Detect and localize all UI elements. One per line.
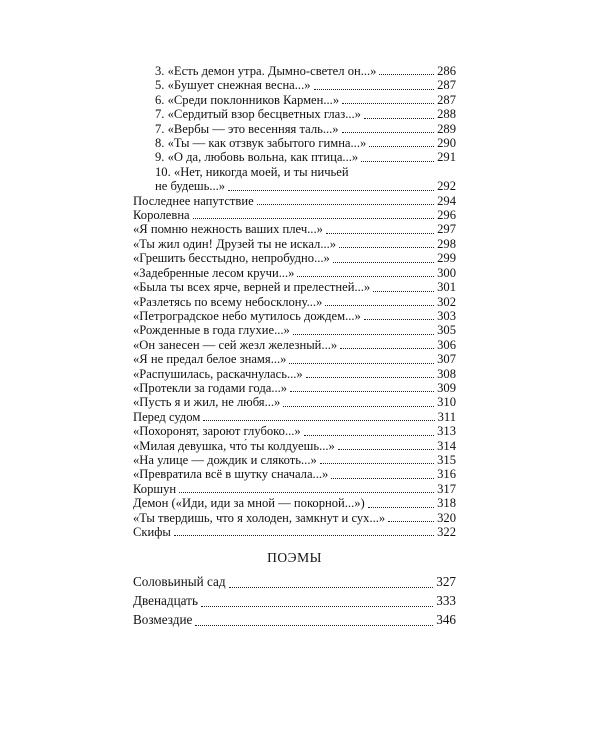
entry-title: Перед судом	[133, 409, 201, 424]
dot-leader	[293, 334, 434, 335]
entry-title: «Милая девушка, что́ ты колдуешь...»	[133, 438, 335, 453]
toc-entry	[133, 122, 456, 136]
entry-title: «О да, любовь вольна, как птица...»	[167, 150, 359, 165]
entry-title: «На улице — дождик и слякоть...»	[133, 452, 317, 467]
toc-entry	[133, 78, 456, 92]
page-number: 327	[436, 573, 456, 589]
toc-entry	[133, 295, 456, 309]
toc-entry	[133, 591, 456, 610]
dot-leader	[369, 146, 434, 147]
entry-title: Демон («Иди, иди за мной — покорной...»)	[133, 496, 365, 511]
entry-title: Скифы	[133, 525, 171, 539]
toc-entry	[133, 323, 456, 337]
page-number: 303	[437, 308, 456, 323]
toc-entry	[133, 439, 456, 453]
page-number: 292	[437, 179, 456, 194]
dot-leader	[340, 348, 434, 349]
entry-title: «Бушует снежная весна...»	[167, 78, 311, 93]
page-number: 301	[437, 280, 456, 295]
section-heading: ПОЭМЫ	[267, 550, 322, 566]
page-number: 287	[437, 78, 456, 93]
table-of-contents	[133, 64, 456, 629]
dot-leader	[203, 420, 434, 421]
entry-title: «Задебренные лесом кручи...»	[133, 265, 295, 280]
page-number: 311	[437, 409, 456, 424]
dot-leader	[297, 276, 434, 277]
entry-title: «Среди поклонников Кармен...»	[167, 92, 340, 107]
entry-title: «Ты твердишь, что я холоден, замкнут и сух...»	[133, 510, 386, 525]
dot-leader	[174, 535, 434, 536]
toc-entry	[133, 136, 456, 150]
entry-title: «Протекли за годами года...»	[133, 380, 288, 395]
dot-leader	[201, 606, 433, 607]
dot-leader	[388, 521, 434, 522]
page-number: 286	[437, 64, 456, 78]
toc-entry	[133, 511, 456, 525]
toc-entry-wrapped	[133, 165, 456, 179]
entry-title: Соловьиный сад	[133, 573, 226, 589]
entry-number: 7.	[155, 107, 165, 122]
entry-title: «Сердитый взор бесцветных глаз...»	[167, 107, 361, 122]
page-number: 290	[437, 136, 456, 151]
page-number: 289	[437, 121, 456, 136]
dot-leader	[193, 218, 434, 219]
page-number: 346	[436, 611, 456, 627]
entry-title: Королевна	[133, 208, 190, 223]
toc-entry	[133, 381, 456, 395]
toc-entry	[133, 266, 456, 280]
dot-leader	[228, 190, 434, 191]
page-number: 322	[437, 525, 456, 539]
dot-leader	[379, 74, 434, 75]
page-number: 297	[437, 222, 456, 237]
page-number: 306	[437, 337, 456, 352]
entry-title: «Он занесен — сей жезл железный...»	[133, 337, 338, 352]
toc-entry	[133, 610, 456, 629]
page-number: 320	[437, 510, 456, 525]
dot-leader	[290, 391, 434, 392]
entry-title: Коршун	[133, 481, 177, 496]
entry-number: 10.	[155, 164, 171, 179]
toc-entry	[133, 64, 456, 78]
dot-leader	[373, 291, 434, 292]
toc-entry	[133, 251, 456, 265]
page-number: 316	[437, 467, 456, 482]
dot-leader	[306, 377, 434, 378]
dot-leader	[342, 132, 435, 133]
entry-title: «Петроградское небо мутилось дождем...»	[133, 308, 361, 323]
toc-entry	[133, 424, 456, 438]
toc-entry	[133, 93, 456, 107]
page-number: 305	[437, 323, 456, 338]
dot-leader	[289, 363, 434, 364]
dot-leader	[364, 319, 434, 320]
entry-title: «Превратила всё в шутку сначала...»	[133, 467, 329, 482]
page-number: 308	[437, 366, 456, 381]
toc-entry	[133, 222, 456, 236]
page-number: 317	[437, 481, 456, 496]
dot-leader	[179, 492, 434, 493]
dot-leader	[364, 118, 434, 119]
page-number: 313	[437, 424, 456, 439]
dot-leader	[229, 587, 434, 588]
dot-leader	[326, 233, 434, 234]
entry-title-line-2: не будешь...»	[155, 179, 226, 194]
toc-entry	[133, 525, 456, 539]
toc-entry	[133, 208, 456, 222]
toc-entry	[133, 467, 456, 481]
page-number: 298	[437, 236, 456, 251]
page-number: 333	[436, 592, 456, 608]
page-number: 294	[437, 193, 456, 208]
toc-poem-entries	[133, 572, 456, 629]
dot-leader	[325, 305, 434, 306]
page-number: 315	[437, 452, 456, 467]
entry-title: «Ты жил один! Друзей ты не искал...»	[133, 236, 337, 251]
dot-leader	[368, 507, 434, 508]
toc-entry	[133, 453, 456, 467]
toc-entry	[133, 410, 456, 424]
dot-leader	[314, 89, 435, 90]
entry-title: «Была ты всех ярче, верней и прелестней...»	[133, 280, 371, 295]
entry-title: «Я не предал белое знамя...»	[133, 352, 287, 367]
toc-main-entries	[133, 194, 456, 540]
toc-entry	[133, 237, 456, 251]
dot-leader	[283, 406, 434, 407]
entry-title: «Пусть я и жил, не любя...»	[133, 395, 281, 410]
dot-leader	[339, 247, 434, 248]
page-number: 310	[437, 395, 456, 410]
page-number: 314	[437, 438, 456, 453]
entry-title: «Ты — как отзвук забытого гимна...»	[167, 136, 367, 151]
entry-title: «Распушилась, раскачнулась...»	[133, 366, 303, 381]
entry-title: «Разлетясь по всему небосклону...»	[133, 294, 323, 309]
entry-number: 7.	[155, 121, 165, 136]
toc-entry	[133, 150, 456, 164]
page-number: 296	[437, 208, 456, 223]
entry-title: Последнее напутствие	[133, 193, 254, 208]
toc-entry-continuation	[133, 179, 456, 193]
page-number: 302	[437, 294, 456, 309]
entry-title: Двенадцать	[133, 592, 198, 608]
page-number: 299	[437, 251, 456, 266]
entry-title: Возмездие	[133, 611, 193, 627]
dot-leader	[257, 204, 434, 205]
entry-title-line-1: «Нет, никогда моей, и ты ничьей	[173, 164, 349, 179]
dot-leader	[361, 161, 434, 162]
toc-entry	[133, 482, 456, 496]
page-number: 287	[437, 92, 456, 107]
page-number: 307	[437, 352, 456, 367]
entry-title: «Есть демон утра. Дымно-светел он...»	[167, 64, 377, 78]
toc-entry	[133, 194, 456, 208]
entry-title: «Я помню нежность ваших плеч...»	[133, 222, 323, 237]
dot-leader	[304, 435, 434, 436]
dot-leader	[331, 478, 434, 479]
entry-title: «Грешить бесстыдно, непробудно...»	[133, 251, 330, 266]
dot-leader	[342, 103, 434, 104]
entry-number: 6.	[155, 92, 165, 107]
dot-leader	[338, 449, 434, 450]
toc-entry	[133, 572, 456, 591]
dot-leader	[195, 625, 433, 626]
page-number: 291	[437, 150, 456, 165]
toc-entry	[133, 338, 456, 352]
dot-leader	[320, 463, 434, 464]
toc-entry	[133, 280, 456, 294]
toc-entry	[133, 395, 456, 409]
entry-number: 9.	[155, 150, 165, 165]
page-number: 300	[437, 265, 456, 280]
page-number: 288	[437, 107, 456, 122]
entry-title: «Рожденные в года глухие...»	[133, 323, 290, 338]
entry-title: «Вербы — это весенняя таль...»	[167, 121, 339, 136]
dot-leader	[333, 262, 434, 263]
toc-entry	[133, 107, 456, 121]
page-number: 318	[437, 496, 456, 511]
toc-entry	[133, 496, 456, 510]
toc-entry	[133, 367, 456, 381]
toc-entry	[133, 309, 456, 323]
page-number: 309	[437, 380, 456, 395]
entry-number: 3.	[155, 64, 165, 78]
toc-entry	[133, 352, 456, 366]
entry-title: «Похоронят, зароют глубоко...»	[133, 424, 301, 439]
entry-number: 5.	[155, 78, 165, 93]
entry-number: 8.	[155, 136, 165, 151]
